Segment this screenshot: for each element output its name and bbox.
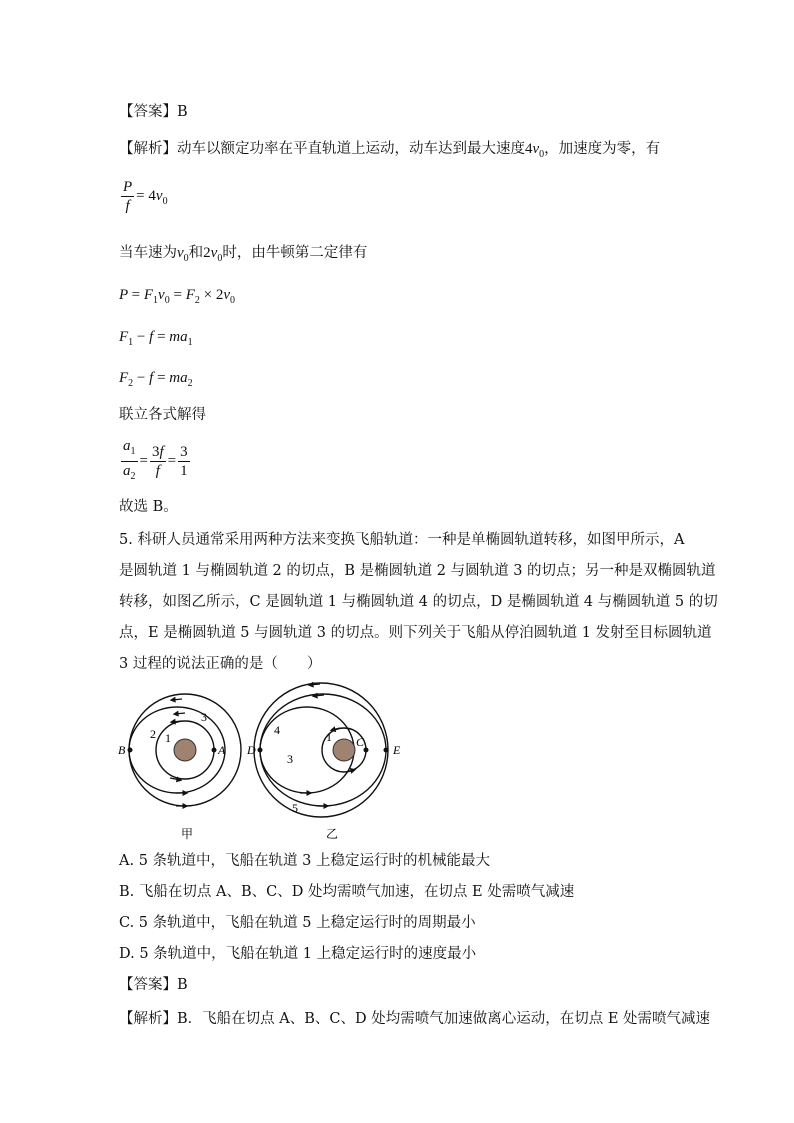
analysis-text: 动车以额定功率在平直轨道上运动，动车达到最大速度 <box>177 141 525 157</box>
combine-text: 联立各式解得 <box>119 407 206 423</box>
option-d: D. 5 条轨道中，飞船在轨道 1 上稳定运行时的速度最小 <box>119 946 477 962</box>
caption-yi: 乙 <box>326 827 339 841</box>
point-e <box>384 748 389 753</box>
label-c: C <box>356 735 365 749</box>
eq1-num: P <box>123 179 133 195</box>
caption-jia: 甲 <box>181 827 194 841</box>
line2-c: 时，由牛顿第二定律有 <box>222 245 368 261</box>
jia-label-1: 1 <box>165 731 171 745</box>
answer-value: B <box>177 104 188 120</box>
q5-analysis-text: B．飞船在切点 A、B、C、D 处均需喷气加速做离心运动，在切点 E 处需喷气减速 <box>177 1011 711 1027</box>
label-b: B <box>118 743 126 757</box>
max-speed: $4v_0$ <box>525 141 545 160</box>
q5-answer-value: B <box>177 977 188 993</box>
q5-stem-line-4: 点，E 是椭圆轨道 5 与圆轨道 3 的切点。则下列关于飞船从停泊圆轨道 1 发射至目标圆轨道 <box>119 625 712 641</box>
jia-planet <box>174 739 196 761</box>
equation-2: $P = F_1v_0 = F_2 \times 2v_0$ <box>119 287 235 306</box>
label-a: A <box>218 743 226 757</box>
eq5-rhs-num: 3 <box>180 444 188 460</box>
jia-label-2: 2 <box>150 727 156 741</box>
q4-analysis <box>119 139 660 165</box>
equation-1: $\frac{P}{f}$ = $4v_0$ <box>123 179 168 214</box>
yi-label-5: 5 <box>292 801 298 815</box>
yi-label-4: 4 <box>274 723 280 737</box>
answer-label: 【答案】 <box>119 104 177 120</box>
equation-5: $\frac{a_1}{a_2}$ = $\frac{3f}{f}$ = $\frac{3}{1}$ <box>123 438 188 482</box>
q5-answer-label: 【答案】 <box>119 977 177 993</box>
equation-3: $F_1 - f = ma_1$ <box>119 329 193 348</box>
analysis-label: 【解析】 <box>119 141 177 157</box>
q5-stem-line-1: 5. 科研人员通常采用两种方法来变换飞船轨道：一种是单椭圆轨道转移，如图甲所示，A <box>119 532 685 548</box>
q4-answer <box>119 102 188 122</box>
jia-label-3: 3 <box>201 710 207 724</box>
q5-stem-line-5: 3 过程的说法正确的是（ ） <box>119 656 322 672</box>
point-c <box>364 748 369 753</box>
orbit-figures <box>110 680 410 845</box>
q5-analysis <box>119 1009 710 1029</box>
q5-stem-line-2: 是圆轨道 1 与椭圆轨道 2 的切点，B 是椭圆轨道 2 与圆轨道 3 的切点；另一种是双椭圆轨道 <box>119 563 716 579</box>
yi-planet <box>333 739 355 761</box>
point-b <box>128 748 133 753</box>
q4-conclusion: 故选 B。 <box>119 499 178 515</box>
yi-label-1: 1 <box>326 730 332 744</box>
figure-jia <box>118 694 241 841</box>
equation-4: $F_2 - f = ma_2$ <box>119 370 193 389</box>
line2-a: 当车速为 <box>119 245 177 261</box>
point-d <box>258 748 263 753</box>
figure-yi <box>246 683 401 841</box>
analysis-tail: ，加速度为零，有 <box>544 141 661 157</box>
point-a <box>212 748 217 753</box>
q4-line-2: 当车速为$v_0$和$2v_0$时，由牛顿第二定律有 <box>119 245 368 264</box>
option-c: C. 5 条轨道中，飞船在轨道 5 上稳定运行时的周期最小 <box>119 915 476 931</box>
q5-analysis-label: 【解析】 <box>119 1011 177 1027</box>
label-e: E <box>393 743 401 757</box>
option-a: A. 5 条轨道中，飞船在轨道 3 上稳定运行时的机械能最大 <box>119 853 490 869</box>
eq1-den: f <box>125 198 130 214</box>
option-b: B. 飞船在切点 A、B、C、D 处均需喷气加速，在切点 E 处需喷气减速 <box>119 884 575 900</box>
q5-answer <box>119 975 188 995</box>
yi-label-3: 3 <box>287 752 293 766</box>
eq5-rhs-den: 1 <box>180 463 188 479</box>
line2-b: 和 <box>188 245 204 261</box>
label-d: D <box>247 743 256 757</box>
q5-stem-line-3: 转移，如图乙所示，C 是圆轨道 1 与椭圆轨道 4 的切点，D 是椭圆轨道 4 与椭圆轨道 5 的切 <box>119 594 718 610</box>
